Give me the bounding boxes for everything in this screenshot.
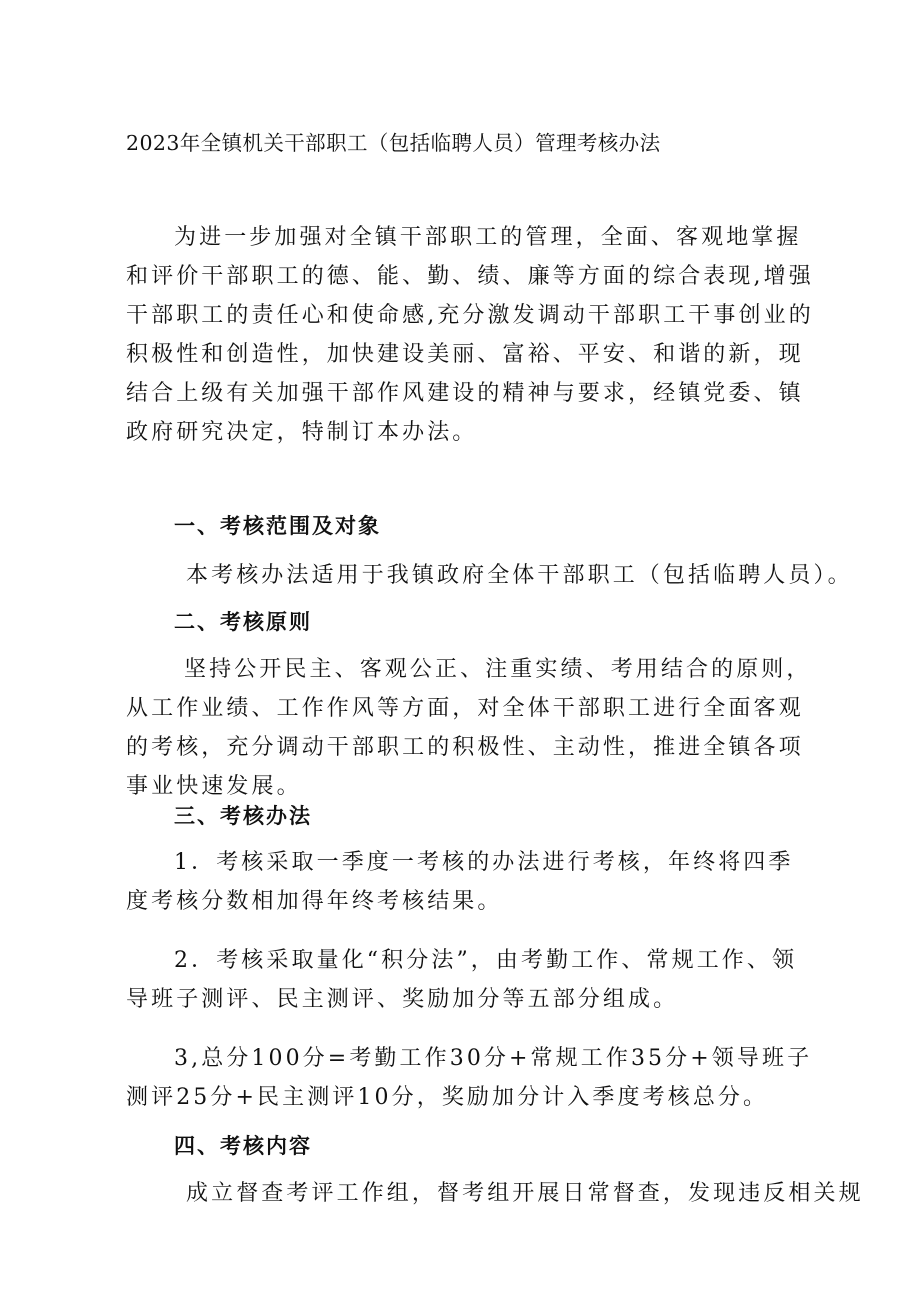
section-heading-content: 四、考核内容 xyxy=(174,1133,312,1158)
method-item-3: 3,总分100分=考勤工作30分+常规工作35分+领导班子测评25分+民主测评10分，奖励加分计入季度考核总分。 xyxy=(126,1046,813,1110)
method-item-2: 2．考核采取量化“积分法”，由考勤工作、常规工作、领导班子测评、民主测评、奖励加分等五部分组成。 xyxy=(126,948,798,1012)
intro-paragraph: 为进一步加强对全镇干部职工的管理，全面、客观地掌握和评价干部职工的德、能、勤、绩、廉等方面的综合表现,增强干部职工的责任心和使命感,充分激发调动干部职工干事创业的积极性和创造性，加快建设美丽、富裕、平安、和谐的新，现结合上级有关加强干部作风建设的精神与要求，经镇党委、镇政府研究决定，特制订本办法。 xyxy=(126,225,814,445)
section-body-content: 成立督查考评工作组，督考组开展日常督查，发现违反相关规 xyxy=(186,1181,864,1206)
section-body-scope: 本考核办法适用于我镇政府全体干部职工（包括临聘人员）。 xyxy=(186,563,853,588)
method-item-1: 1．考核采取一季度一考核的办法进行考核，年终将四季度考核分数相加得年终考核结果。 xyxy=(126,850,794,914)
document-title: 2023年全镇机关干部职工（包括临聘人员）管理考核办法 xyxy=(126,131,661,155)
section-body-principle: 坚持公开民主、客观公正、注重实绩、考用结合的原则，从工作业绩、工作作风等方面，对全体干部职工进行全面客观的考核，充分调动干部职工的积极性、主动性，推进全镇各项事业快速发展。 xyxy=(126,657,812,799)
section-heading-principle: 二、考核原则 xyxy=(174,609,312,634)
section-heading-method: 三、考核办法 xyxy=(174,803,312,828)
section-heading-scope: 一、考核范围及对象 xyxy=(174,513,381,538)
